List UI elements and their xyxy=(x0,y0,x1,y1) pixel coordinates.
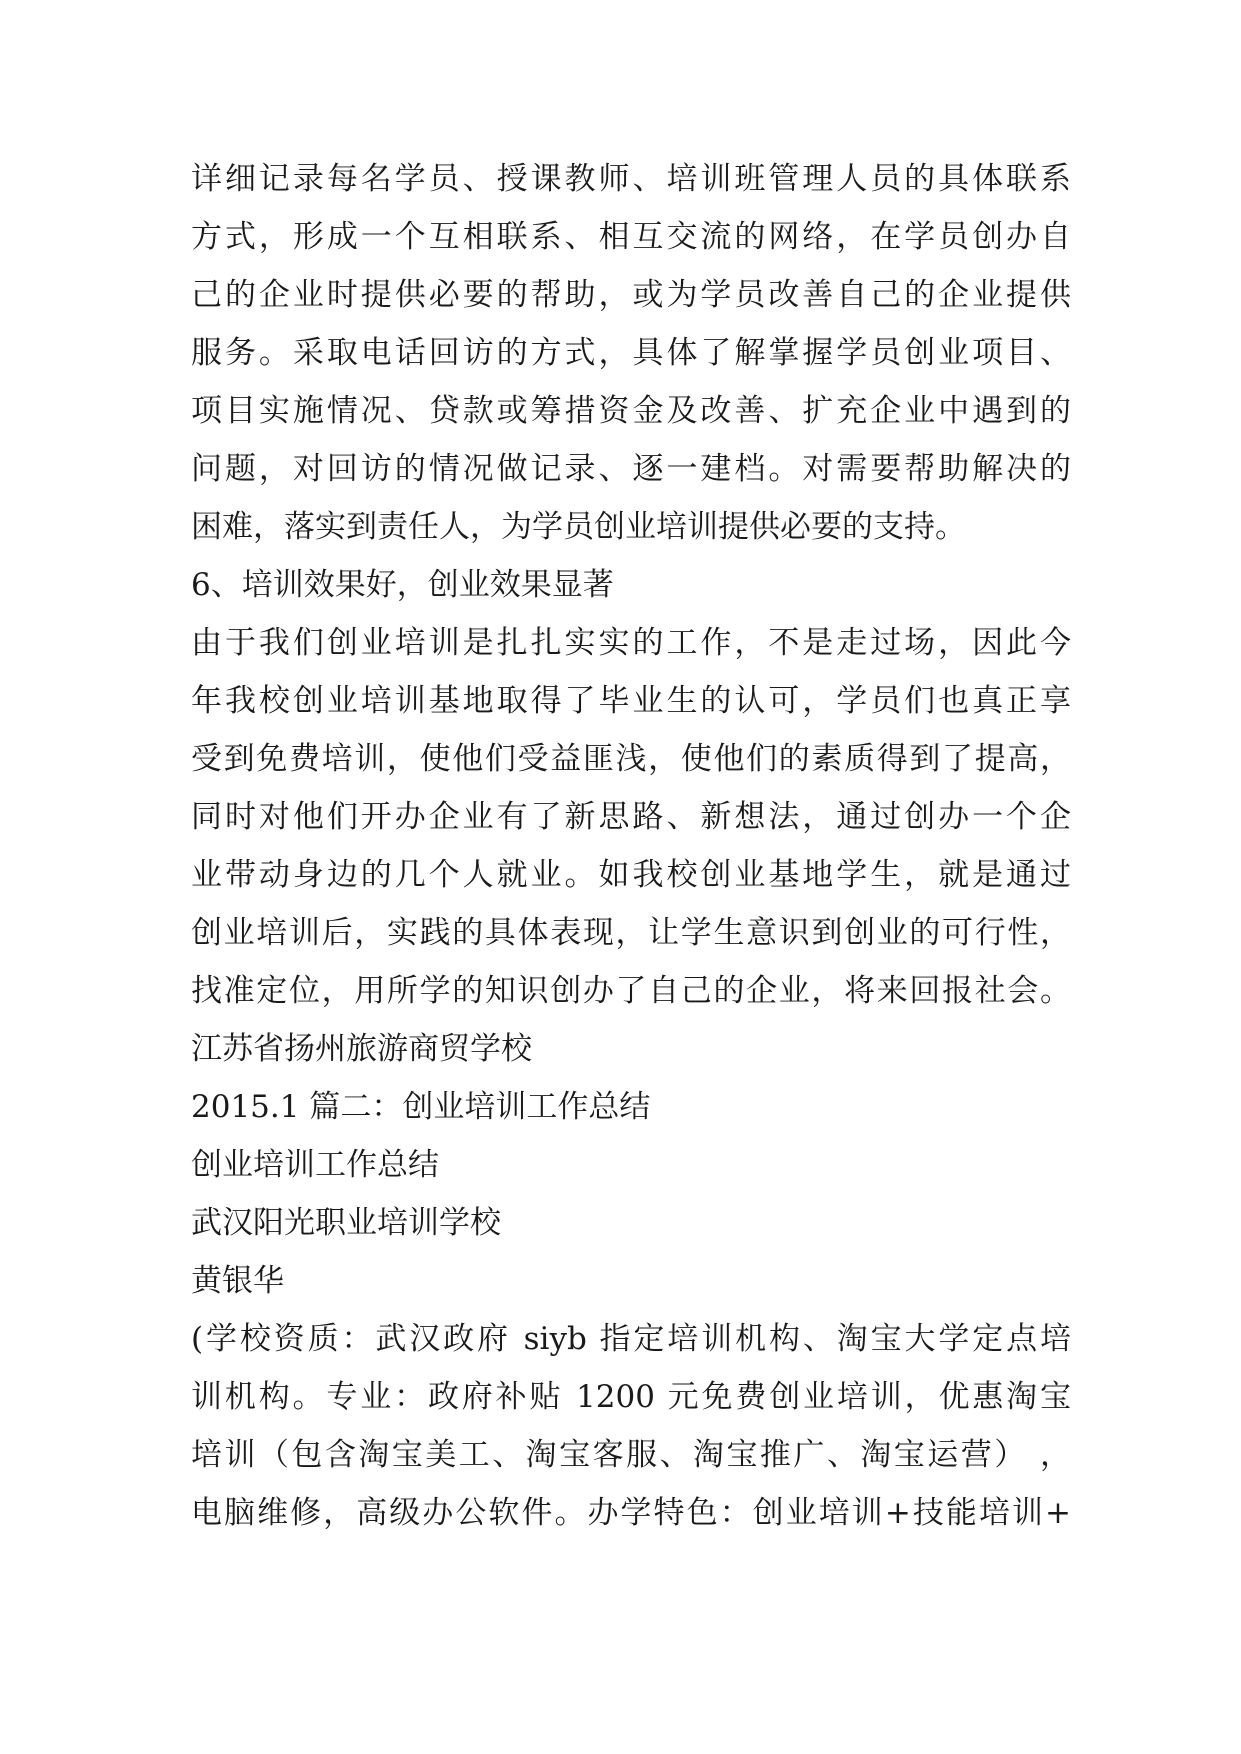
text-line: 项目实施情况、贷款或筹措资金及改善、扩充企业中遇到的 xyxy=(191,393,1071,429)
text-line: 方式，形成一个互相联系、相互交流的网络，在学员创办自 xyxy=(191,219,1071,255)
text-line: (学校资质：武汉政府 siyb 指定培训机构、淘宝大学定点培 xyxy=(191,1321,1071,1357)
text-line: 年我校创业培训基地取得了毕业生的认可，学员们也真正享 xyxy=(191,683,1071,719)
author-name: 黄银华 xyxy=(191,1263,284,1299)
text-line: 找准定位，用所学的知识创办了自己的企业，将来回报社会。 xyxy=(191,973,1071,1009)
text-line: 问题，对回访的情况做记录、逐一建档。对需要帮助解决的 xyxy=(191,451,1071,487)
text-line: 己的企业时提供必要的帮助，或为学员改善自己的企业提供 xyxy=(191,277,1071,313)
document-title: 创业培训工作总结 xyxy=(191,1147,439,1183)
text-line: 训机构。专业：政府补贴 1200 元免费创业培训，优惠淘宝 xyxy=(191,1379,1071,1415)
text-line: 业带动身边的几个人就业。如我校创业基地学生，就是通过 xyxy=(191,857,1071,893)
text-line: 详细记录每名学员、授课教师、培训班管理人员的具体联系 xyxy=(191,161,1071,197)
document-body xyxy=(191,150,1071,1542)
school-name: 武汉阳光职业培训学校 xyxy=(191,1205,501,1241)
text-line: 培训（包含淘宝美工、淘宝客服、淘宝推广、淘宝运营） ， xyxy=(191,1437,1071,1473)
text-line: 服务。采取电话回访的方式，具体了解掌握学员创业项目、 xyxy=(191,335,1071,371)
section-heading: 6、培训效果好，创业效果显著 xyxy=(191,567,614,603)
text-line: 由于我们创业培训是扎扎实实的工作，不是走过场，因此今 xyxy=(191,625,1071,661)
text-line: 同时对他们开办企业有了新思路、新想法，通过创办一个企 xyxy=(191,799,1071,835)
text-line: 困难，落实到责任人，为学员创业培训提供必要的支持。 xyxy=(191,509,966,545)
text-line: 电脑维修，高级办公软件。办学特色：创业培训+技能培训+ xyxy=(191,1495,1071,1531)
date-and-title: 2015.1 篇二：创业培训工作总结 xyxy=(191,1089,651,1125)
text-line: 创业培训后，实践的具体表现，让学生意识到创业的可行性， xyxy=(191,915,1071,951)
text-line: 受到免费培训，使他们受益匪浅，使他们的素质得到了提高， xyxy=(191,741,1071,777)
school-name: 江苏省扬州旅游商贸学校 xyxy=(191,1031,532,1067)
